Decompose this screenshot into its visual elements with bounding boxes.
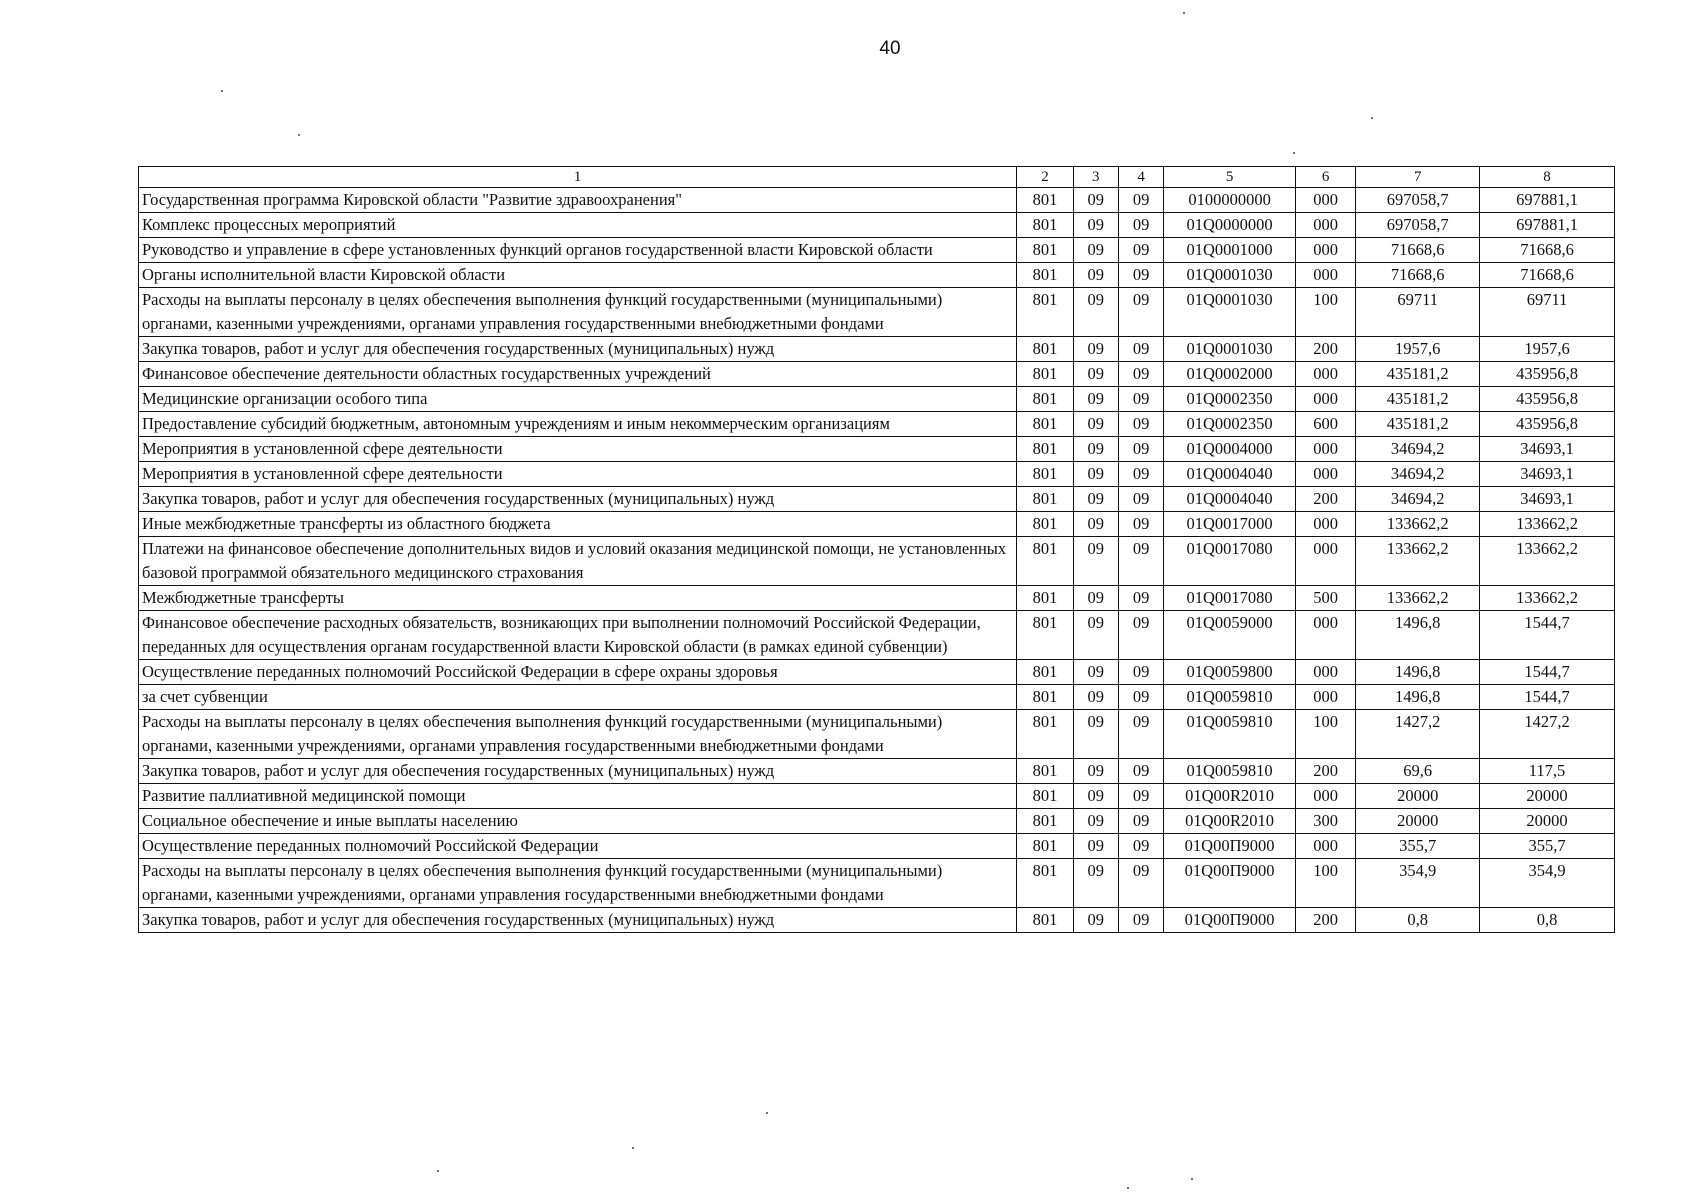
target-article-cell: 01Q00П9000	[1164, 908, 1296, 933]
section-cell: 09	[1073, 759, 1118, 784]
subsection-cell: 09	[1118, 487, 1163, 512]
ministry-code-cell: 801	[1017, 188, 1073, 213]
column-header: 4	[1118, 167, 1163, 188]
amount-year2-cell: 0,8	[1480, 908, 1615, 933]
section-cell: 09	[1073, 238, 1118, 263]
ministry-code-cell: 801	[1017, 213, 1073, 238]
table-row	[139, 487, 1615, 512]
name-cell: Развитие паллиативной медицинской помощи	[139, 784, 1017, 809]
amount-year1-cell: 133662,2	[1356, 512, 1480, 537]
amount-year2-cell: 133662,2	[1480, 537, 1615, 586]
table-row	[139, 611, 1615, 660]
name-cell: Мероприятия в установленной сфере деятельности	[139, 462, 1017, 487]
expense-type-cell: 000	[1296, 512, 1356, 537]
table-row	[139, 759, 1615, 784]
name-cell: Закупка товаров, работ и услуг для обеспечения государственных (муниципальных) нужд	[139, 759, 1017, 784]
section-cell: 09	[1073, 412, 1118, 437]
target-article-cell: 01Q0002000	[1164, 362, 1296, 387]
expense-type-cell: 000	[1296, 263, 1356, 288]
subsection-cell: 09	[1118, 387, 1163, 412]
subsection-cell: 09	[1118, 586, 1163, 611]
table-row	[139, 288, 1615, 337]
section-cell: 09	[1073, 834, 1118, 859]
amount-year1-cell: 435181,2	[1356, 387, 1480, 412]
scan-speck	[1293, 152, 1295, 154]
table-row	[139, 586, 1615, 611]
amount-year2-cell: 117,5	[1480, 759, 1615, 784]
amount-year2-cell: 697881,1	[1480, 213, 1615, 238]
amount-year2-cell: 133662,2	[1480, 586, 1615, 611]
table-row	[139, 512, 1615, 537]
amount-year1-cell: 1496,8	[1356, 611, 1480, 660]
target-article-cell: 01Q0059000	[1164, 611, 1296, 660]
target-article-cell: 01Q0001030	[1164, 337, 1296, 362]
subsection-cell: 09	[1118, 238, 1163, 263]
amount-year1-cell: 1957,6	[1356, 337, 1480, 362]
name-cell: Иные межбюджетные трансферты из областного бюджета	[139, 512, 1017, 537]
name-cell: Финансовое обеспечение расходных обязательств, возникающих при выполнении полномочий Российской Федерации, переданных для осуществления органам государственной власти Кировской области (в рамках единой субвенции)	[139, 611, 1017, 660]
amount-year2-cell: 34693,1	[1480, 437, 1615, 462]
table-row	[139, 809, 1615, 834]
expense-type-cell: 200	[1296, 759, 1356, 784]
subsection-cell: 09	[1118, 462, 1163, 487]
table-row	[139, 387, 1615, 412]
amount-year2-cell: 34693,1	[1480, 487, 1615, 512]
name-cell: Комплекс процессных мероприятий	[139, 213, 1017, 238]
table-row	[139, 362, 1615, 387]
name-cell: Предоставление субсидий бюджетным, автономным учреждениям и иным некоммерческим организациям	[139, 412, 1017, 437]
ministry-code-cell: 801	[1017, 387, 1073, 412]
amount-year2-cell: 697881,1	[1480, 188, 1615, 213]
scan-speck	[632, 1147, 634, 1149]
section-cell: 09	[1073, 611, 1118, 660]
table-row	[139, 784, 1615, 809]
target-article-cell: 01Q0002350	[1164, 387, 1296, 412]
amount-year2-cell: 435956,8	[1480, 362, 1615, 387]
subsection-cell: 09	[1118, 784, 1163, 809]
table-row	[139, 834, 1615, 859]
section-cell: 09	[1073, 512, 1118, 537]
subsection-cell: 09	[1118, 412, 1163, 437]
name-cell: Руководство и управление в сфере установленных функций органов государственной власти Кировской области	[139, 238, 1017, 263]
target-article-cell: 01Q0017080	[1164, 537, 1296, 586]
name-cell: Государственная программа Кировской области "Развитие здравоохранения"	[139, 188, 1017, 213]
page-number: 40	[879, 38, 901, 59]
amount-year1-cell: 697058,7	[1356, 188, 1480, 213]
amount-year2-cell: 435956,8	[1480, 387, 1615, 412]
ministry-code-cell: 801	[1017, 809, 1073, 834]
amount-year1-cell: 20000	[1356, 784, 1480, 809]
column-header: 5	[1164, 167, 1296, 188]
expense-type-cell: 000	[1296, 362, 1356, 387]
target-article-cell: 01Q0004000	[1164, 437, 1296, 462]
amount-year2-cell: 34693,1	[1480, 462, 1615, 487]
expense-type-cell: 500	[1296, 586, 1356, 611]
amount-year2-cell: 1427,2	[1480, 710, 1615, 759]
expense-type-cell: 300	[1296, 809, 1356, 834]
table-row	[139, 263, 1615, 288]
scan-speck	[1127, 1187, 1129, 1189]
scan-speck	[221, 90, 223, 92]
amount-year2-cell: 355,7	[1480, 834, 1615, 859]
expense-type-cell: 000	[1296, 611, 1356, 660]
amount-year1-cell: 69711	[1356, 288, 1480, 337]
section-cell: 09	[1073, 710, 1118, 759]
scan-speck	[437, 1170, 439, 1172]
ministry-code-cell: 801	[1017, 487, 1073, 512]
amount-year2-cell: 71668,6	[1480, 263, 1615, 288]
amount-year1-cell: 71668,6	[1356, 238, 1480, 263]
ministry-code-cell: 801	[1017, 586, 1073, 611]
scan-speck	[298, 134, 300, 136]
table-row	[139, 908, 1615, 933]
subsection-cell: 09	[1118, 859, 1163, 908]
target-article-cell: 01Q0004040	[1164, 487, 1296, 512]
expense-type-cell: 100	[1296, 859, 1356, 908]
amount-year1-cell: 133662,2	[1356, 537, 1480, 586]
name-cell: Осуществление переданных полномочий Российской Федерации в сфере охраны здоровья	[139, 660, 1017, 685]
expense-type-cell: 000	[1296, 784, 1356, 809]
name-cell: Осуществление переданных полномочий Российской Федерации	[139, 834, 1017, 859]
subsection-cell: 09	[1118, 362, 1163, 387]
ministry-code-cell: 801	[1017, 759, 1073, 784]
section-cell: 09	[1073, 784, 1118, 809]
ministry-code-cell: 801	[1017, 908, 1073, 933]
amount-year1-cell: 133662,2	[1356, 586, 1480, 611]
table-row	[139, 437, 1615, 462]
amount-year1-cell: 0,8	[1356, 908, 1480, 933]
section-cell: 09	[1073, 362, 1118, 387]
table-row	[139, 238, 1615, 263]
scan-speck	[1371, 117, 1373, 119]
amount-year1-cell: 697058,7	[1356, 213, 1480, 238]
section-cell: 09	[1073, 487, 1118, 512]
amount-year2-cell: 1957,6	[1480, 337, 1615, 362]
table-row	[139, 537, 1615, 586]
section-cell: 09	[1073, 859, 1118, 908]
amount-year1-cell: 435181,2	[1356, 362, 1480, 387]
amount-year1-cell: 354,9	[1356, 859, 1480, 908]
ministry-code-cell: 801	[1017, 288, 1073, 337]
amount-year1-cell: 71668,6	[1356, 263, 1480, 288]
section-cell: 09	[1073, 213, 1118, 238]
amount-year1-cell: 69,6	[1356, 759, 1480, 784]
subsection-cell: 09	[1118, 685, 1163, 710]
target-article-cell: 01Q00П9000	[1164, 834, 1296, 859]
column-header: 3	[1073, 167, 1118, 188]
target-article-cell: 01Q0001030	[1164, 263, 1296, 288]
section-cell: 09	[1073, 809, 1118, 834]
ministry-code-cell: 801	[1017, 238, 1073, 263]
table-row	[139, 213, 1615, 238]
name-cell: Мероприятия в установленной сфере деятельности	[139, 437, 1017, 462]
ministry-code-cell: 801	[1017, 710, 1073, 759]
amount-year1-cell: 1496,8	[1356, 685, 1480, 710]
subsection-cell: 09	[1118, 337, 1163, 362]
amount-year2-cell: 20000	[1480, 784, 1615, 809]
expense-type-cell: 100	[1296, 710, 1356, 759]
table-row	[139, 710, 1615, 759]
amount-year1-cell: 355,7	[1356, 834, 1480, 859]
name-cell: Закупка товаров, работ и услуг для обеспечения государственных (муниципальных) нужд	[139, 908, 1017, 933]
amount-year2-cell: 1544,7	[1480, 660, 1615, 685]
expense-type-cell: 200	[1296, 337, 1356, 362]
subsection-cell: 09	[1118, 537, 1163, 586]
ministry-code-cell: 801	[1017, 362, 1073, 387]
ministry-code-cell: 801	[1017, 537, 1073, 586]
subsection-cell: 09	[1118, 263, 1163, 288]
expense-type-cell: 000	[1296, 685, 1356, 710]
ministry-code-cell: 801	[1017, 784, 1073, 809]
amount-year2-cell: 133662,2	[1480, 512, 1615, 537]
table-row	[139, 859, 1615, 908]
name-cell: Финансовое обеспечение деятельности областных государственных учреждений	[139, 362, 1017, 387]
expense-type-cell: 000	[1296, 537, 1356, 586]
table-row	[139, 685, 1615, 710]
column-header: 7	[1356, 167, 1480, 188]
expense-type-cell: 000	[1296, 387, 1356, 412]
target-article-cell: 0100000000	[1164, 188, 1296, 213]
name-cell: за счет субвенции	[139, 685, 1017, 710]
target-article-cell: 01Q0002350	[1164, 412, 1296, 437]
name-cell: Межбюджетные трансферты	[139, 586, 1017, 611]
subsection-cell: 09	[1118, 710, 1163, 759]
target-article-cell: 01Q0059810	[1164, 710, 1296, 759]
subsection-cell: 09	[1118, 660, 1163, 685]
scan-speck	[1191, 1178, 1193, 1180]
subsection-cell: 09	[1118, 908, 1163, 933]
section-cell: 09	[1073, 437, 1118, 462]
expense-type-cell: 000	[1296, 834, 1356, 859]
expense-type-cell: 000	[1296, 660, 1356, 685]
column-header: 1	[139, 167, 1017, 188]
amount-year2-cell: 69711	[1480, 288, 1615, 337]
amount-year2-cell: 20000	[1480, 809, 1615, 834]
section-cell: 09	[1073, 188, 1118, 213]
expense-type-cell: 200	[1296, 908, 1356, 933]
amount-year2-cell: 71668,6	[1480, 238, 1615, 263]
expense-type-cell: 000	[1296, 238, 1356, 263]
target-article-cell: 01Q0001000	[1164, 238, 1296, 263]
name-cell: Расходы на выплаты персоналу в целях обеспечения выполнения функций государственными (муниципальными) органами, казенными учреждениями, органами управления государственными внебюджетными фондами	[139, 710, 1017, 759]
amount-year2-cell: 435956,8	[1480, 412, 1615, 437]
amount-year2-cell: 1544,7	[1480, 611, 1615, 660]
expense-type-cell: 000	[1296, 188, 1356, 213]
amount-year2-cell: 354,9	[1480, 859, 1615, 908]
expense-type-cell: 000	[1296, 462, 1356, 487]
amount-year1-cell: 1496,8	[1356, 660, 1480, 685]
amount-year1-cell: 1427,2	[1356, 710, 1480, 759]
subsection-cell: 09	[1118, 213, 1163, 238]
expense-type-cell: 600	[1296, 412, 1356, 437]
section-cell: 09	[1073, 288, 1118, 337]
target-article-cell: 01Q0017080	[1164, 586, 1296, 611]
subsection-cell: 09	[1118, 188, 1163, 213]
ministry-code-cell: 801	[1017, 412, 1073, 437]
name-cell: Расходы на выплаты персоналу в целях обеспечения выполнения функций государственными (муниципальными) органами, казенными учреждениями, органами управления государственными внебюджетными фондами	[139, 859, 1017, 908]
target-article-cell: 01Q0004040	[1164, 462, 1296, 487]
subsection-cell: 09	[1118, 288, 1163, 337]
section-cell: 09	[1073, 337, 1118, 362]
table-row	[139, 412, 1615, 437]
expense-type-cell: 100	[1296, 288, 1356, 337]
section-cell: 09	[1073, 387, 1118, 412]
name-cell: Расходы на выплаты персоналу в целях обеспечения выполнения функций государственными (муниципальными) органами, казенными учреждениями, органами управления государственными внебюджетными фондами	[139, 288, 1017, 337]
target-article-cell: 01Q00R2010	[1164, 809, 1296, 834]
subsection-cell: 09	[1118, 437, 1163, 462]
column-header: 2	[1017, 167, 1073, 188]
section-cell: 09	[1073, 586, 1118, 611]
name-cell: Закупка товаров, работ и услуг для обеспечения государственных (муниципальных) нужд	[139, 487, 1017, 512]
target-article-cell: 01Q0059810	[1164, 759, 1296, 784]
ministry-code-cell: 801	[1017, 859, 1073, 908]
name-cell: Медицинские организации особого типа	[139, 387, 1017, 412]
section-cell: 09	[1073, 263, 1118, 288]
amount-year1-cell: 34694,2	[1356, 462, 1480, 487]
expense-type-cell: 200	[1296, 487, 1356, 512]
table-row	[139, 188, 1615, 213]
subsection-cell: 09	[1118, 809, 1163, 834]
ministry-code-cell: 801	[1017, 660, 1073, 685]
table-header-row	[139, 167, 1615, 188]
table-body	[139, 188, 1615, 933]
ministry-code-cell: 801	[1017, 437, 1073, 462]
subsection-cell: 09	[1118, 611, 1163, 660]
amount-year2-cell: 1544,7	[1480, 685, 1615, 710]
target-article-cell: 01Q00R2010	[1164, 784, 1296, 809]
scan-speck	[1183, 12, 1185, 14]
ministry-code-cell: 801	[1017, 512, 1073, 537]
ministry-code-cell: 801	[1017, 263, 1073, 288]
target-article-cell: 01Q0000000	[1164, 213, 1296, 238]
ministry-code-cell: 801	[1017, 337, 1073, 362]
column-header: 8	[1480, 167, 1615, 188]
subsection-cell: 09	[1118, 512, 1163, 537]
amount-year1-cell: 20000	[1356, 809, 1480, 834]
budget-table	[138, 166, 1615, 933]
amount-year1-cell: 34694,2	[1356, 437, 1480, 462]
section-cell: 09	[1073, 660, 1118, 685]
table-row	[139, 660, 1615, 685]
table-row	[139, 462, 1615, 487]
section-cell: 09	[1073, 462, 1118, 487]
target-article-cell: 01Q0017000	[1164, 512, 1296, 537]
name-cell: Органы исполнительной власти Кировской области	[139, 263, 1017, 288]
target-article-cell: 01Q0059810	[1164, 685, 1296, 710]
ministry-code-cell: 801	[1017, 462, 1073, 487]
ministry-code-cell: 801	[1017, 685, 1073, 710]
name-cell: Платежи на финансовое обеспечение дополнительных видов и условий оказания медицинской помощи, не установленных базовой программой обязательного медицинского страхования	[139, 537, 1017, 586]
target-article-cell: 01Q0059800	[1164, 660, 1296, 685]
section-cell: 09	[1073, 908, 1118, 933]
target-article-cell: 01Q00П9000	[1164, 859, 1296, 908]
table-row	[139, 337, 1615, 362]
name-cell: Закупка товаров, работ и услуг для обеспечения государственных (муниципальных) нужд	[139, 337, 1017, 362]
amount-year1-cell: 34694,2	[1356, 487, 1480, 512]
target-article-cell: 01Q0001030	[1164, 288, 1296, 337]
column-header: 6	[1296, 167, 1356, 188]
section-cell: 09	[1073, 537, 1118, 586]
section-cell: 09	[1073, 685, 1118, 710]
amount-year1-cell: 435181,2	[1356, 412, 1480, 437]
subsection-cell: 09	[1118, 759, 1163, 784]
ministry-code-cell: 801	[1017, 834, 1073, 859]
name-cell: Социальное обеспечение и иные выплаты населению	[139, 809, 1017, 834]
ministry-code-cell: 801	[1017, 611, 1073, 660]
scan-speck	[766, 1112, 768, 1114]
subsection-cell: 09	[1118, 834, 1163, 859]
expense-type-cell: 000	[1296, 437, 1356, 462]
expense-type-cell: 000	[1296, 213, 1356, 238]
